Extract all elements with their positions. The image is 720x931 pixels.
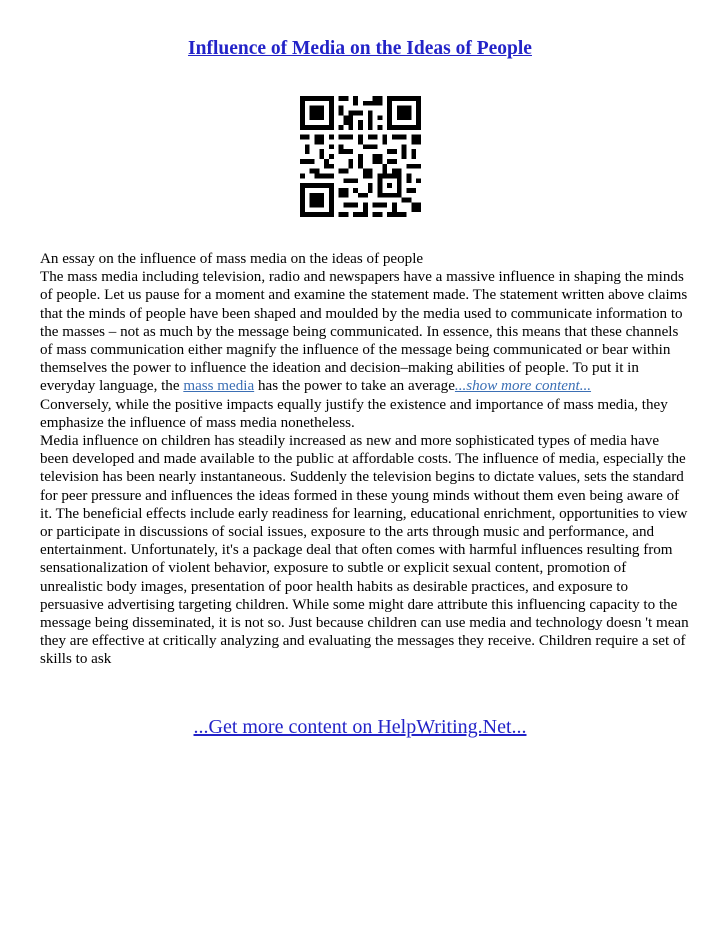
mass-media-link[interactable]: mass media bbox=[183, 378, 255, 395]
essay-paragraph-2: Conversely, while the positive impacts equally justify the existence and importance of mass media, they emphasize the influence of mass media nonetheless. bbox=[40, 396, 668, 431]
essay-subtitle: An essay on the influence of mass media on the ideas of people bbox=[40, 251, 424, 267]
show-more-link[interactable]: ...show more content... bbox=[454, 378, 592, 395]
footer bbox=[0, 716, 720, 739]
essay-body bbox=[40, 250, 690, 669]
paragraph-1-text-a: The mass media including television, radio and newspapers have a massive influence in shaping the minds of people. Let us pause for a moment and examine the statement made. The statement written above claims that the minds of people have been shaped and moulded by the media used to communicate information to the masses – not as much by the message being communicated. In essence, this means that these channels of mass communication either magnify the influence of the message being communicated or bear within themselves the power to influence the ideation and decision–making abilities of people. To put it in everyday language, the bbox=[40, 269, 688, 395]
get-more-content-link[interactable]: ...Get more content on HelpWriting.Net... bbox=[193, 716, 527, 738]
page-title bbox=[0, 38, 720, 60]
title-link[interactable]: Influence of Media on the Ideas of People bbox=[188, 38, 532, 59]
paragraph-1-text-b: has the power to take an average bbox=[254, 378, 455, 395]
essay-paragraph-3: Media influence on children has steadily increased as new and more sophisticated types of media have been developed and made available to the public at affordable costs. The influence of media, especially the television has been nearly instantaneous. Suddenly the television begins to dictate values, sets the standard for peer pressure and influences the ideas formed in these young minds without them even being aware of it. The beneficial effects include early readiness for learning, educational enrichment, opportunities to view or participate in discussions of social issues, exposure to the arts through music and performance, and entertainment. Unfortunately, it's a package deal that often comes with harmful influences resulting from sensationalization of violent behavior, exposure to subtle or explicit sexual content, promotion of unrealistic body images, presentation of poor health habits as desirable practices, and exposure to persuasive advertising targeting children. While some might dare attribute this influencing capacity to the message being disseminated, it is not so. Just because children can use media and technology doesn 't mean they are effective at critically analyzing and evaluating the messages they receive. Children require a set of skills to ask bbox=[40, 433, 689, 668]
qr-code-icon bbox=[300, 96, 421, 217]
essay-paragraph-1 bbox=[40, 268, 690, 395]
